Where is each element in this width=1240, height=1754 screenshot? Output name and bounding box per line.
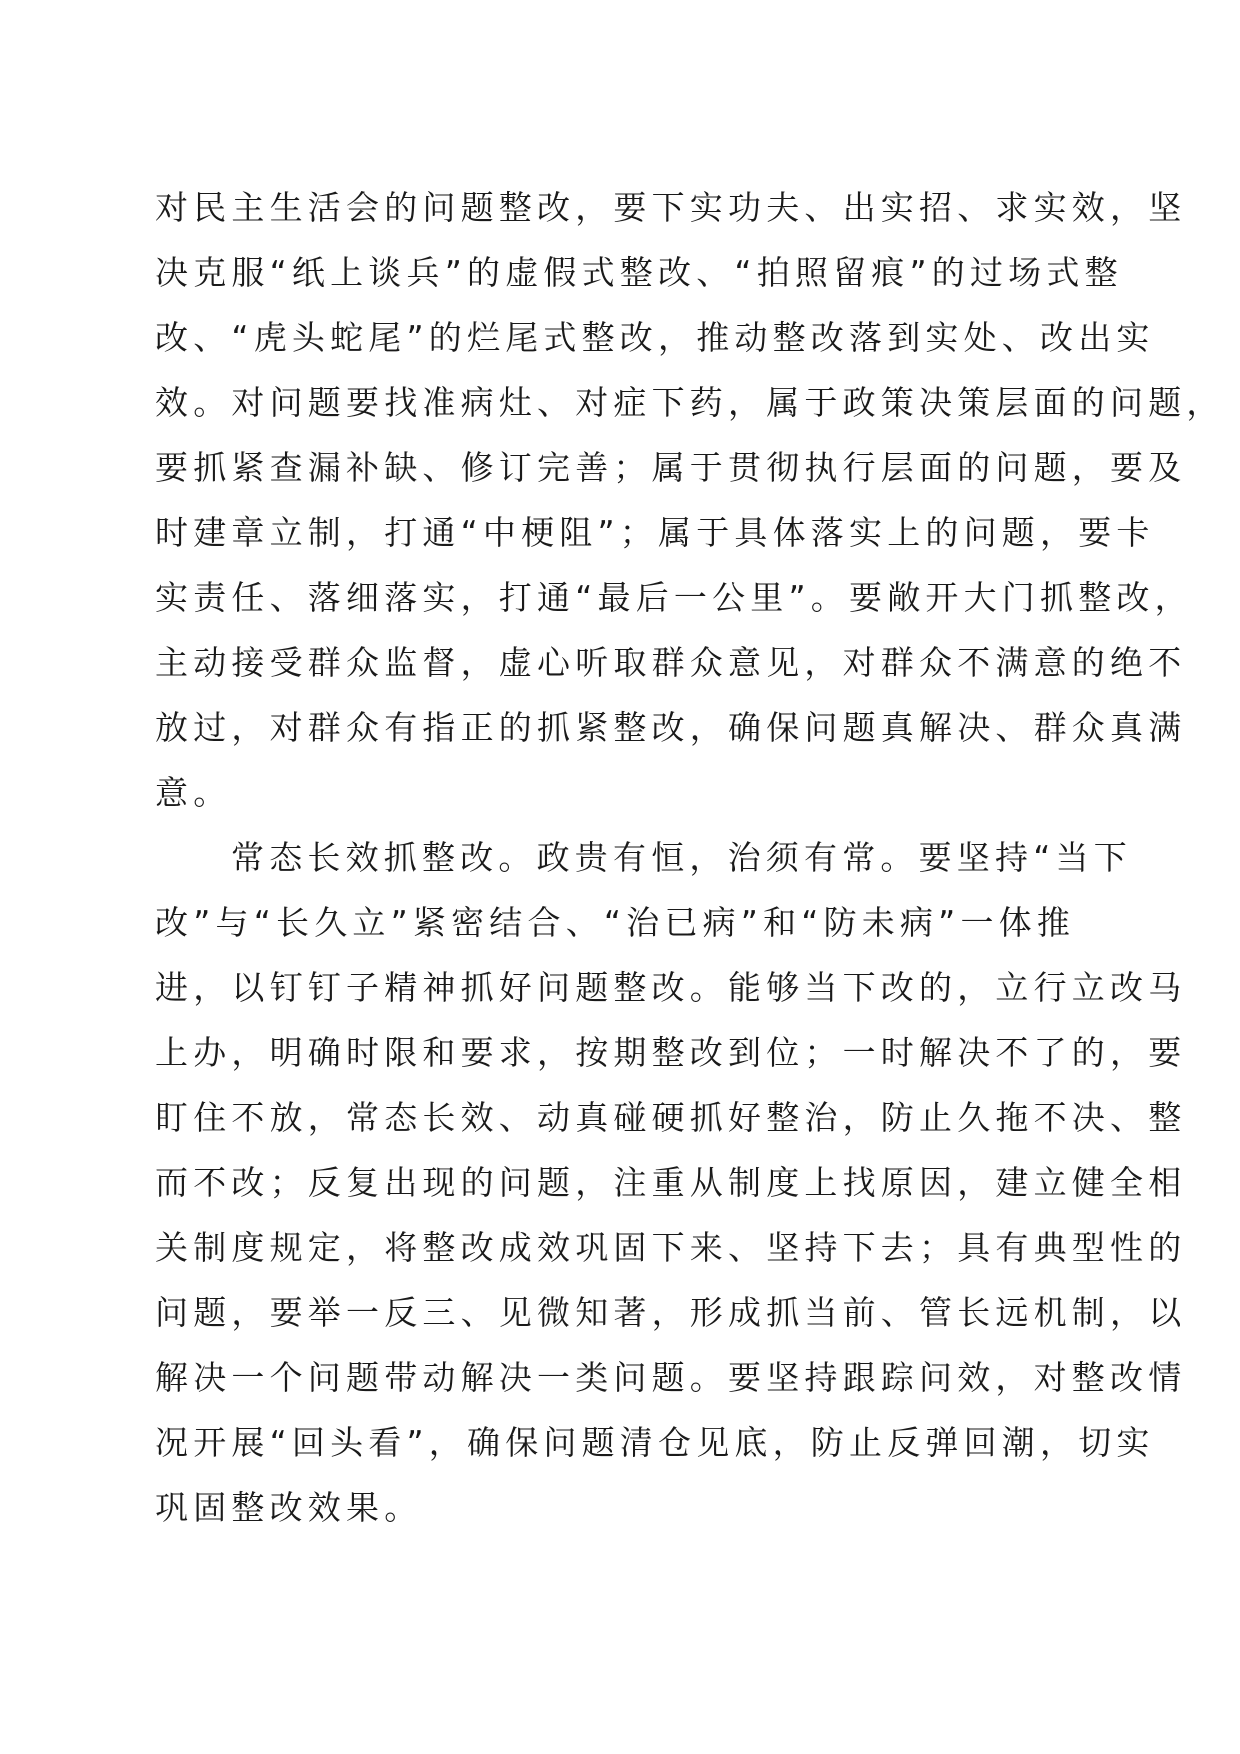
paragraph-line: 放过，对群众有指正的抓紧整改，确保问题真解决、群众真满 <box>155 708 1187 747</box>
paragraph-line: 盯住不放，常态长效、动真碰硬抓好整治，防止久拖不决、整 <box>155 1098 1187 1137</box>
paragraph-line: 改”与“长久立”紧密结合、“治已病”和“防未病”一体推 <box>155 903 1076 942</box>
paragraph-line: 效。对问题要找准病灶、对症下药，属于政策决策层面的问题， <box>155 383 1225 422</box>
paragraph-line: 巩固整改效果。 <box>155 1488 423 1527</box>
paragraph-line: 而不改；反复出现的问题，注重从制度上找原因，建立健全相 <box>155 1163 1187 1202</box>
paragraph-2 <box>155 838 1187 1553</box>
paragraph-line: 问题，要举一反三、见微知著，形成抓当前、管长远机制，以 <box>155 1293 1187 1332</box>
paragraph-line: 要抓紧查漏补缺、修订完善；属于贯彻执行层面的问题，要及 <box>155 448 1187 487</box>
paragraph-line: 解决一个问题带动解决一类问题。要坚持跟踪问效，对整改情 <box>155 1358 1187 1397</box>
paragraph-line: 改、“虎头蛇尾”的烂尾式整改，推动整改落到实处、改出实 <box>155 318 1155 357</box>
paragraph-line: 对民主生活会的问题整改，要下实功夫、出实招、求实效，坚 <box>155 188 1187 227</box>
paragraph-line-first: 常态长效抓整改。政贵有恒，治须有常。要坚持“当下 <box>231 838 1132 877</box>
paragraph-line: 主动接受群众监督，虚心听取群众意见，对群众不满意的绝不 <box>155 643 1187 682</box>
paragraph-line: 况开展“回头看”，确保问题清仓见底，防止反弹回潮，切实 <box>155 1423 1155 1462</box>
paragraph-line: 进，以钉钉子精神抓好问题整改。能够当下改的，立行立改马 <box>155 968 1187 1007</box>
paragraph-line: 关制度规定，将整改成效巩固下来、坚持下去；具有典型性的 <box>155 1228 1187 1267</box>
paragraph-1 <box>155 188 1225 838</box>
paragraph-line: 实责任、落细落实，打通“最后一公里”。要敞开大门抓整改， <box>155 578 1193 617</box>
document-body <box>155 188 1225 1553</box>
paragraph-line: 上办，明确时限和要求，按期整改到位；一时解决不了的，要 <box>155 1033 1187 1072</box>
paragraph-line: 时建章立制，打通“中梗阻”；属于具体落实上的问题，要卡 <box>155 513 1155 552</box>
paragraph-line: 决克服“纸上谈兵”的虚假式整改、“拍照留痕”的过场式整 <box>155 253 1123 292</box>
paragraph-line: 意。 <box>155 773 232 812</box>
